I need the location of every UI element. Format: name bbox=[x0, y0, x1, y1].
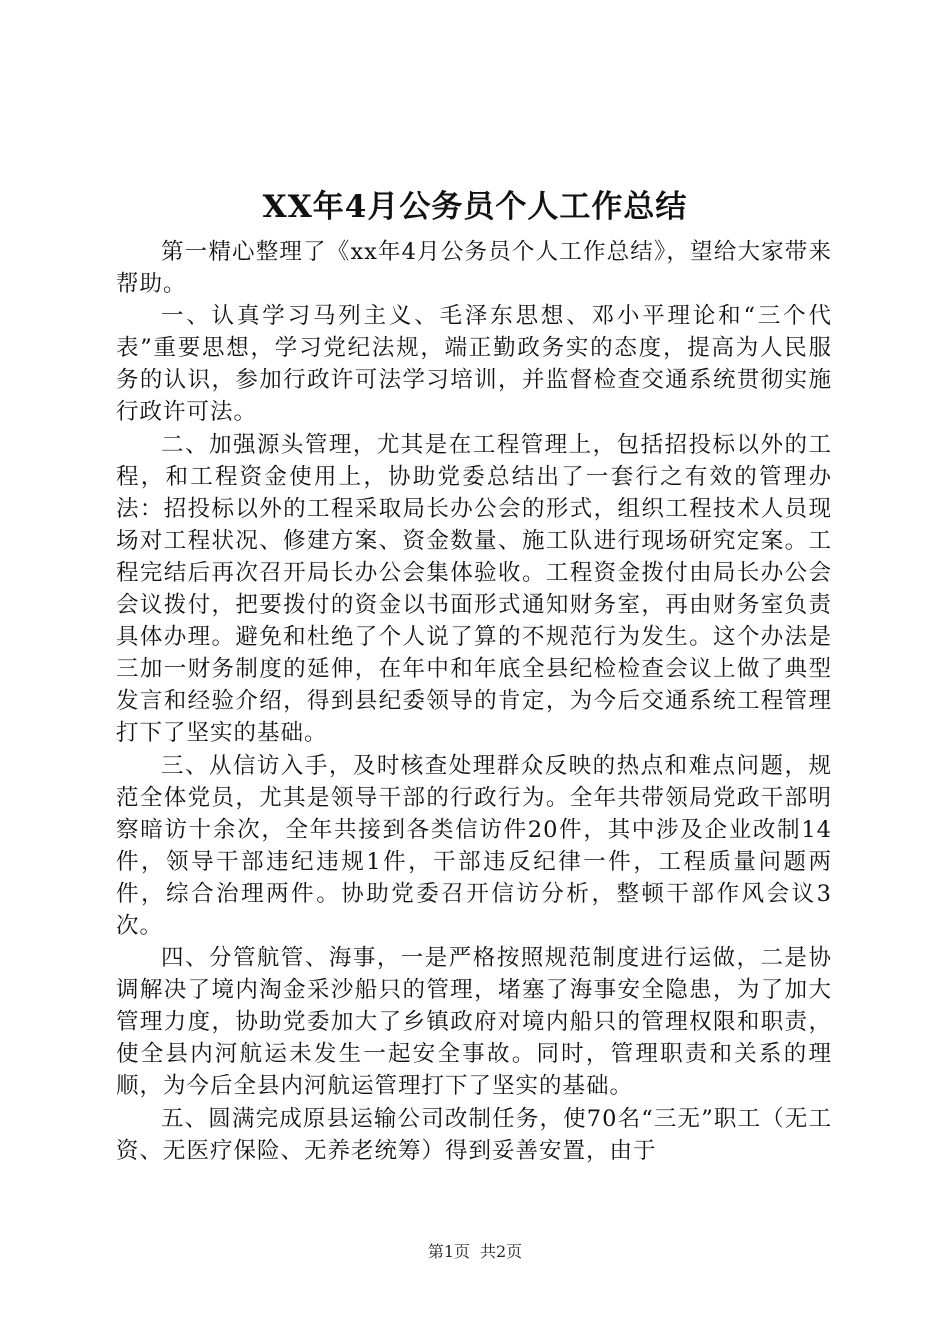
paragraph-section-1: 一、认真学习马列主义、毛泽东思想、邓小平理论和“三个代表”重要思想，学习党纪法规，端正勤政务实的态度，提高为人民服务的认识，参加行政许可法学习培训，并监督检查交通系统贯彻实施行政许可法。 bbox=[116, 303, 832, 426]
document-title: XX年4月公务员个人工作总结 bbox=[262, 189, 688, 225]
page-total: 共2页 bbox=[480, 1242, 523, 1261]
paragraph-section-5: 五、圆满完成原县运输公司改制任务，使70名“三无”职工（无工资、无医疗保险、无养老统筹）得到妥善安置，由于 bbox=[116, 1105, 832, 1164]
document-body bbox=[116, 236, 832, 1167]
intro-paragraph: 第一精心整理了《xx年4月公务员个人工作总结》，望给大家带来帮助。 bbox=[116, 239, 832, 298]
paragraph-section-4: 四、分管航管、海事，一是严格按照规范制度进行运做，二是协调解决了境内淘金采沙船只的管理，堵塞了海事安全隐患，为了加大管理力度，协助党委加大了乡镇政府对境内船只的管理权限和职责，使全县内河航运未发生一起安全事故。同时，管理职责和关系的理顺，为今后全县内河航运管理打下了坚实的基础。 bbox=[116, 945, 832, 1100]
paragraph-section-3: 三、从信访入手，及时核查处理群众反映的热点和难点问题，规范全体党员，尤其是领导干部的行政行为。全年共带领局党政干部明察暗访十余次，全年共接到各类信访件20件，其中涉及企业改制14件，领导干部违纪违规1件，干部违反纪律一件，工程质量问题两件，综合治理两件。协助党委召开信访分析，整顿干部作风会议3次。 bbox=[116, 752, 832, 939]
page-footer bbox=[0, 1240, 950, 1264]
page-number: 第1页 bbox=[427, 1242, 470, 1261]
paragraph-section-2: 二、加强源头管理，尤其是在工程管理上，包括招投标以外的工程，和工程资金使用上，协助党委总结出了一套行之有效的管理办法：招投标以外的工程采取局长办公会的形式，组织工程技术人员现场对工程状况、修建方案、资金数量、施工队进行现场研究定案。工程完结后再次召开局长办公会集体验收。工程资金拨付由局长办公会会议拨付，把要拨付的资金以书面形式通知财务室，再由财务室负责具体办理。避免和杜绝了个人说了算的不规范行为发生。这个办法是三加一财务制度的延伸，在年中和年底全县纪检检查会议上做了典型发言和经验介绍，得到县纪委领导的肯定，为今后交通系统工程管理打下了坚实的基础。 bbox=[116, 431, 832, 747]
